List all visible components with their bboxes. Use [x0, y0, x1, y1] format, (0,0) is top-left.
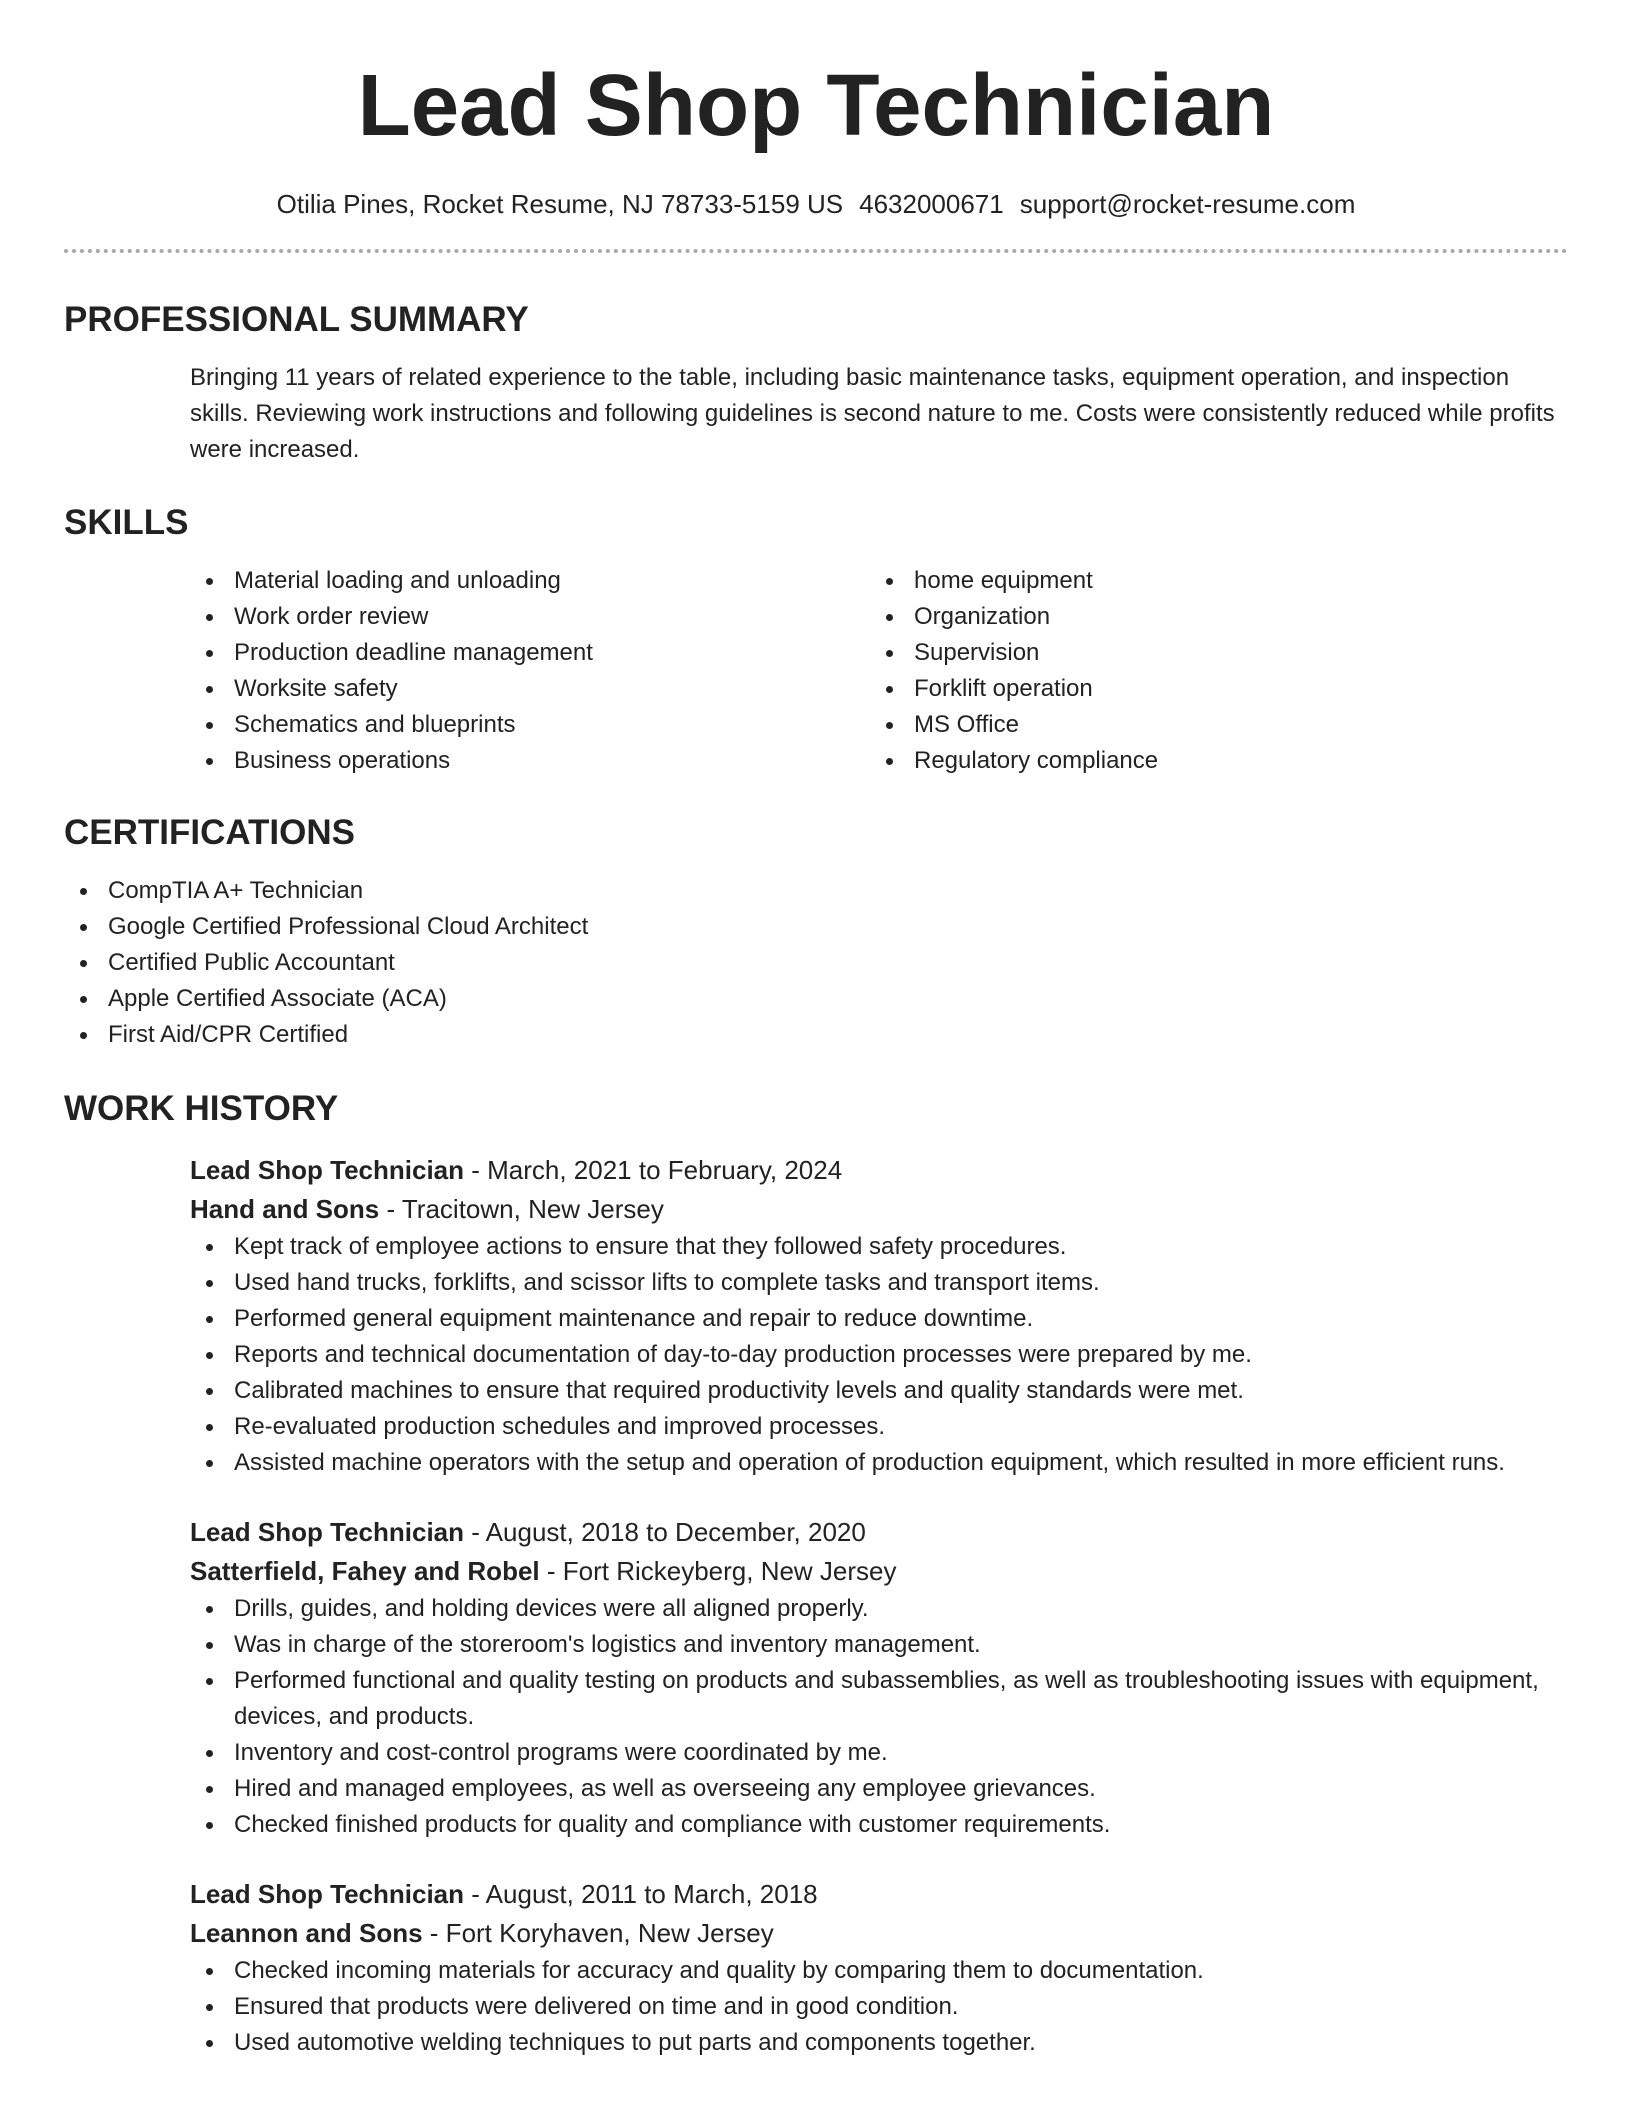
- summary-section: [64, 300, 1568, 468]
- skills-list-right: [870, 563, 1550, 779]
- list-item: Performed functional and quality testing on products and subassemblies, as well as troubleshooting issues with equipment, devices, and products.: [190, 1663, 1568, 1735]
- list-item: Used hand trucks, forklifts, and scissor lifts to complete tasks and transport items.: [190, 1265, 1568, 1301]
- list-item: First Aid/CPR Certified: [64, 1017, 1568, 1053]
- contact-line: [64, 188, 1568, 220]
- jobs-list: [190, 1151, 1568, 2061]
- job-company-line: [190, 1914, 1568, 1953]
- job-title: Lead Shop Technician: [190, 1879, 465, 1909]
- resume-title: Lead Shop Technician: [357, 57, 1275, 154]
- list-item: home equipment: [870, 563, 1550, 599]
- list-item: Checked finished products for quality and compliance with customer requirements.: [190, 1807, 1568, 1843]
- summary-text: Bringing 11 years of related experience to the table, including basic maintenance tasks, equipment operation, and inspection skills. Reviewing work instructions and following guidelines is second nature to me. Costs were consistently reduced while profits were increased.: [190, 364, 1555, 463]
- work-history-heading: WORK HISTORY: [64, 1089, 339, 1128]
- list-item: Inventory and cost-control programs were coordinated by me.: [190, 1735, 1568, 1771]
- list-item: Drills, guides, and holding devices were all aligned properly.: [190, 1591, 1568, 1627]
- list-item: Calibrated machines to ensure that required productivity levels and quality standards were met.: [190, 1373, 1568, 1409]
- contact-phone: 4632000671: [859, 189, 1004, 219]
- list-item: Production deadline management: [190, 635, 870, 671]
- job-company: Leannon and Sons: [190, 1918, 423, 1948]
- job-title-line: [190, 1151, 1568, 1190]
- skills-heading: SKILLS: [64, 503, 189, 542]
- job-title: Lead Shop Technician: [190, 1517, 465, 1547]
- list-item: Kept track of employee actions to ensure that they followed safety procedures.: [190, 1229, 1568, 1265]
- list-item: Supervision: [870, 635, 1550, 671]
- list-item: Regulatory compliance: [870, 743, 1550, 779]
- skills-list-left: [190, 563, 870, 779]
- list-item: Reports and technical documentation of day-to-day production processes were prepared by me.: [190, 1337, 1568, 1373]
- job-company: Satterfield, Fahey and Robel: [190, 1556, 540, 1586]
- job-entry: [190, 1513, 1568, 1843]
- list-item: Work order review: [190, 599, 870, 635]
- resume-page: [64, 0, 1568, 2056]
- contact-email: support@rocket-resume.com: [1019, 189, 1356, 219]
- job-dates: - March, 2021 to February, 2024: [464, 1155, 843, 1185]
- skills-columns: [190, 563, 1568, 779]
- job-company-line: [190, 1190, 1568, 1229]
- job-entry: [190, 1151, 1568, 1481]
- job-entry: [190, 1875, 1568, 2061]
- job-title-line: [190, 1513, 1568, 1552]
- job-location: - Fort Koryhaven, New Jersey: [422, 1918, 774, 1948]
- list-item: Performed general equipment maintenance and repair to reduce downtime.: [190, 1301, 1568, 1337]
- job-title-line: [190, 1875, 1568, 1914]
- list-item: Apple Certified Associate (ACA): [64, 981, 1568, 1017]
- list-item: Ensured that products were delivered on time and in good condition.: [190, 1989, 1568, 2025]
- list-item: Organization: [870, 599, 1550, 635]
- job-title: Lead Shop Technician: [190, 1155, 465, 1185]
- certifications-list: [64, 873, 1568, 1053]
- list-item: Was in charge of the storeroom's logistics and inventory management.: [190, 1627, 1568, 1663]
- list-item: Forklift operation: [870, 671, 1550, 707]
- job-dates: - August, 2018 to December, 2020: [464, 1517, 866, 1547]
- list-item: Schematics and blueprints: [190, 707, 870, 743]
- summary-heading: PROFESSIONAL SUMMARY: [64, 300, 529, 339]
- job-bullets: [190, 1229, 1568, 1481]
- list-item: MS Office: [870, 707, 1550, 743]
- list-item: Hired and managed employees, as well as overseeing any employee grievances.: [190, 1771, 1568, 1807]
- job-location: - Fort Rickeyberg, New Jersey: [539, 1556, 897, 1586]
- list-item: Certified Public Accountant: [64, 945, 1568, 981]
- list-item: Used automotive welding techniques to put parts and components together.: [190, 2025, 1568, 2061]
- certifications-section: [64, 813, 1568, 1053]
- list-item: CompTIA A+ Technician: [64, 873, 1568, 909]
- list-item: Checked incoming materials for accuracy and quality by comparing them to documentation.: [190, 1953, 1568, 1989]
- job-dates: - August, 2011 to March, 2018: [464, 1879, 818, 1909]
- job-bullets: [190, 1953, 1568, 2061]
- list-item: Re-evaluated production schedules and improved processes.: [190, 1409, 1568, 1445]
- header-divider: [64, 249, 1568, 253]
- job-bullets: [190, 1591, 1568, 1843]
- list-item: Business operations: [190, 743, 870, 779]
- work-history-section: [64, 1089, 1568, 2093]
- skills-section: [64, 503, 1568, 779]
- job-company: Hand and Sons: [190, 1194, 380, 1224]
- list-item: Google Certified Professional Cloud Architect: [64, 909, 1568, 945]
- contact-address: Otilia Pines, Rocket Resume, NJ 78733-5159 US: [276, 189, 844, 219]
- job-company-line: [190, 1552, 1568, 1591]
- job-location: - Tracitown, New Jersey: [379, 1194, 664, 1224]
- list-item: Material loading and unloading: [190, 563, 870, 599]
- list-item: Assisted machine operators with the setup and operation of production equipment, which resulted in more efficient runs.: [190, 1445, 1568, 1481]
- certifications-heading: CERTIFICATIONS: [64, 813, 356, 852]
- list-item: Worksite safety: [190, 671, 870, 707]
